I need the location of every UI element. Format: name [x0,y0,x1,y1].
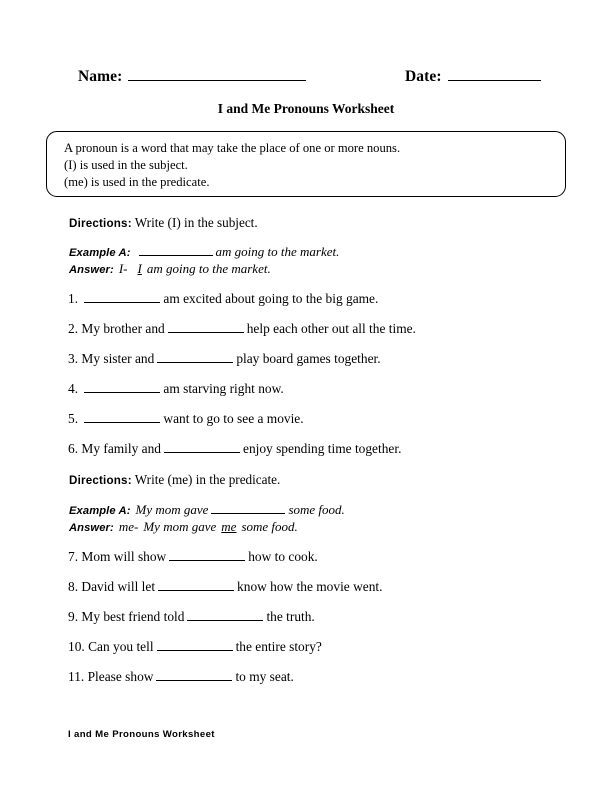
example-label: Example A: [69,505,131,517]
question-number: 5. [68,411,79,426]
question-blank[interactable] [84,381,160,393]
example-row [69,502,345,519]
date-input-line[interactable] [448,68,541,81]
question-number: 9. [68,609,79,624]
answer-text-post: some food. [241,519,298,534]
question-blank[interactable] [84,291,160,303]
question-item-11 [68,669,294,685]
directions-text: Write (me) in the predicate. [134,472,281,487]
question-blank[interactable] [158,579,234,591]
question-blank[interactable] [168,321,244,333]
question-text-post: the truth. [266,609,315,624]
date-label: Date: [405,68,442,85]
example-block-2 [69,502,345,536]
question-text-pre: My family and [81,441,161,456]
question-text-pre: My brother and [81,321,165,336]
question-text-post: how to cook. [248,549,318,564]
question-number: 11. [68,669,85,684]
definition-line-3: (me) is used in the predicate. [64,175,210,189]
question-blank[interactable] [84,411,160,423]
date-field[interactable] [405,68,541,86]
student-info-row [0,68,612,94]
question-text-post: help each other out all the time. [246,321,416,336]
answer-row [69,261,339,278]
question-item-2 [68,321,416,337]
question-text-post: am excited about going to the big game. [163,291,379,306]
question-item-1 [68,291,378,307]
directions-section-1 [69,214,258,232]
question-number: 7. [68,549,79,564]
definition-line-1: A pronoun is a word that may take the place of one or more nouns. [64,141,401,155]
answer-prefix: me- [118,519,139,534]
question-number: 6. [68,441,79,456]
question-blank[interactable] [156,669,232,681]
question-number: 1. [68,291,79,306]
question-blank[interactable] [187,609,263,621]
example-label: Example A: [69,247,131,259]
example-row [69,244,339,261]
answer-text-pre: My mom gave [143,519,217,534]
question-number: 10. [68,639,85,654]
directions-section-2 [69,471,280,489]
question-text-post: to my seat. [235,669,294,684]
example-blank[interactable] [211,502,285,514]
definition-box [46,131,566,197]
question-number: 2. [68,321,79,336]
answer-word: I [137,261,142,276]
answer-prefix: I- [118,261,128,276]
question-text-post: am starving right now. [163,381,284,396]
question-text-post: want to go to see a movie. [163,411,304,426]
example-text-pre: My mom gave [135,502,209,517]
question-text-pre: My best friend told [81,609,185,624]
name-field[interactable] [78,68,306,86]
question-text-post: the entire story? [235,639,322,654]
name-label: Name: [78,68,123,85]
question-text-post: play board games together. [236,351,381,366]
question-item-3 [68,351,381,367]
question-text-pre: Can you tell [88,639,154,654]
example-text-post: some food. [288,502,345,517]
page-title: I and Me Pronouns Worksheet [217,101,395,116]
question-text-post: know how the movie went. [237,579,383,594]
question-item-6 [68,441,401,457]
question-text-pre: Please show [87,669,154,684]
answer-label: Answer: [69,264,114,276]
example-blank[interactable] [139,244,213,256]
question-item-7 [68,549,318,565]
question-item-10 [68,639,322,655]
question-blank[interactable] [157,639,233,651]
question-item-8 [68,579,382,595]
question-number: 8. [68,579,79,594]
name-input-line[interactable] [128,68,306,81]
example-text-post: am going to the market. [215,244,340,259]
question-number: 4. [68,381,79,396]
question-text-pre: My sister and [81,351,155,366]
answer-label: Answer: [69,522,114,534]
question-item-4 [68,381,284,397]
example-block-1 [69,244,339,278]
question-text-pre: Mom will show [81,549,167,564]
answer-row [69,519,345,536]
question-text-post: enjoy spending time together. [243,441,402,456]
question-text-pre: David will let [81,579,156,594]
question-blank[interactable] [157,351,233,363]
footer-title: I and Me Pronouns Worksheet [68,729,215,740]
directions-label: Directions: [69,217,132,230]
question-item-5 [68,411,304,427]
question-blank[interactable] [164,441,240,453]
question-blank[interactable] [169,549,245,561]
answer-word: me [221,519,237,534]
question-number: 3. [68,351,79,366]
question-item-9 [68,609,315,625]
definition-line-2: (I) is used in the subject. [64,158,188,172]
directions-text: Write (I) in the subject. [134,215,258,230]
directions-label: Directions: [69,474,132,487]
answer-text-post: am going to the market. [146,261,271,276]
